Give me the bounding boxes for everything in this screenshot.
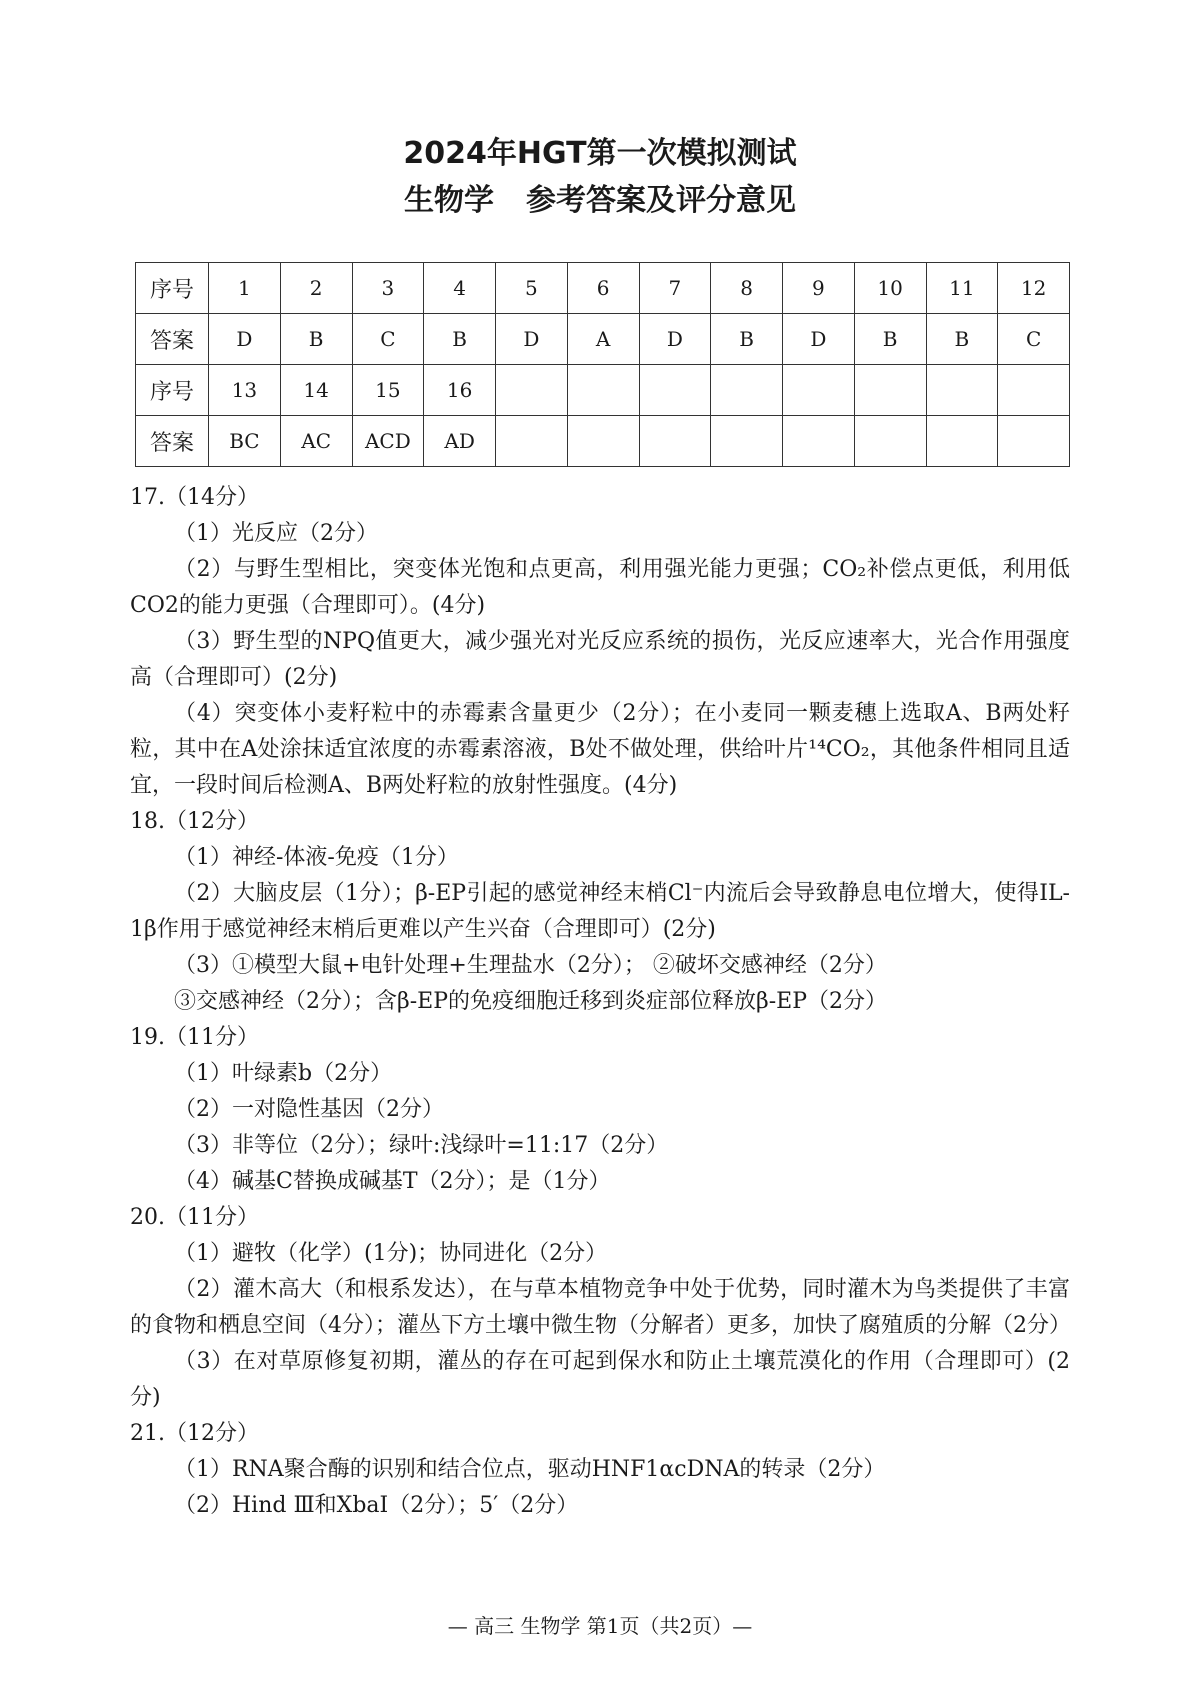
table-cell: 11 xyxy=(926,263,998,314)
answer-line: （3）①模型大鼠+电针处理+生理盐水（2分）； ②破坏交感神经（2分） xyxy=(174,953,887,978)
answer-table xyxy=(135,262,1070,467)
table-cell: A xyxy=(567,314,639,365)
answer-line: （1）光反应（2分） xyxy=(174,521,378,546)
table-cell: AC xyxy=(280,416,352,467)
table-cell: C xyxy=(352,314,424,365)
table-cell xyxy=(711,365,783,416)
table-cell: 答案 xyxy=(136,416,209,467)
answer-body xyxy=(130,480,1070,1524)
table-cell xyxy=(854,365,926,416)
table-cell: 5 xyxy=(496,263,568,314)
table-cell: 答案 xyxy=(136,314,209,365)
table-cell xyxy=(711,416,783,467)
table-row xyxy=(136,263,1070,314)
question-heading: 19.（11分） xyxy=(130,1025,259,1050)
answer-line: （2）大脑皮层（1分）；β-EP引起的感觉神经末梢Cl⁻内流后会导致静息电位增大，使得IL-1β作用于感觉神经末梢后更难以产生兴奋（合理即可）(2分) xyxy=(130,881,1070,942)
table-cell: BC xyxy=(209,416,281,467)
answer-line: （3）非等位（2分）；绿叶:浅绿叶=11:17（2分） xyxy=(174,1133,669,1158)
table-cell: D xyxy=(209,314,281,365)
table-cell: B xyxy=(424,314,496,365)
table-cell xyxy=(926,365,998,416)
table-cell: 9 xyxy=(783,263,855,314)
table-cell: 15 xyxy=(352,365,424,416)
table-cell: B xyxy=(280,314,352,365)
table-cell: AD xyxy=(424,416,496,467)
table-cell: 6 xyxy=(567,263,639,314)
table-cell: 12 xyxy=(998,263,1070,314)
question-heading: 21.（12分） xyxy=(130,1421,259,1446)
answer-line: （4）突变体小麦籽粒中的赤霉素含量更少（2分）；在小麦同一颗麦穗上选取A、B两处籽粒，其中在A处涂抹适宜浓度的赤霉素溶液，B处不做处理，供给叶片¹⁴CO₂，其他条件相同且适宜，一段时间后检测A、B两处籽粒的放射性强度。(4分) xyxy=(130,701,1070,798)
answer-line: （1）避牧（化学）(1分)；协同进化（2分） xyxy=(174,1241,608,1266)
table-cell xyxy=(496,365,568,416)
page-subtitle xyxy=(0,175,1200,219)
answer-line: （3）在对草原修复初期，灌丛的存在可起到保水和防止土壤荒漠化的作用（合理即可）(2分) xyxy=(130,1349,1070,1410)
table-cell: ACD xyxy=(352,416,424,467)
table-cell: D xyxy=(783,314,855,365)
table-cell: 3 xyxy=(352,263,424,314)
table-cell xyxy=(639,365,711,416)
answer-line: （4）碱基C替换成碱基T（2分）；是（1分） xyxy=(174,1169,611,1194)
table-cell xyxy=(567,365,639,416)
table-cell xyxy=(567,416,639,467)
answer-line: （1）RNA聚合酶的识别和结合位点，驱动HNF1αcDNA的转录（2分） xyxy=(174,1457,886,1482)
table-cell xyxy=(783,365,855,416)
answer-line: （2）灌木高大（和根系发达），在与草本植物竞争中处于优势，同时灌木为鸟类提供了丰富的食物和栖息空间（4分）；灌丛下方土壤中微生物（分解者）更多，加快了腐殖质的分解（2分） xyxy=(130,1277,1071,1338)
table-cell: 13 xyxy=(209,365,281,416)
table-cell: 2 xyxy=(280,263,352,314)
table-row xyxy=(136,314,1070,365)
table-cell: 14 xyxy=(280,365,352,416)
question-heading: 17.（14分） xyxy=(130,485,259,510)
table-cell xyxy=(639,416,711,467)
table-cell: D xyxy=(639,314,711,365)
answer-line: （2）一对隐性基因（2分） xyxy=(174,1097,444,1122)
answer-line: （2）与野生型相比，突变体光饱和点更高，利用强光能力更强；CO₂补偿点更低，利用低CO2的能力更强（合理即可）。(4分) xyxy=(130,557,1070,618)
table-cell: 10 xyxy=(854,263,926,314)
table-cell: 7 xyxy=(639,263,711,314)
answer-line: （2）Hind Ⅲ和XbaⅠ（2分）；5′（2分） xyxy=(174,1493,579,1518)
table-cell: 4 xyxy=(424,263,496,314)
answer-line: （3）野生型的NPQ值更大，减少强光对光反应系统的损伤，光反应速率大，光合作用强度高（合理即可）(2分) xyxy=(130,629,1070,690)
table-cell: 序号 xyxy=(136,263,209,314)
table-cell: 序号 xyxy=(136,365,209,416)
answer-line: （1）叶绿素b（2分） xyxy=(174,1061,393,1086)
table-cell: 8 xyxy=(711,263,783,314)
table-cell xyxy=(998,416,1070,467)
page-title: 2024年HGT第一次模拟测试 xyxy=(403,136,797,171)
answer-key-heading: 参考答案及评分意见 xyxy=(526,183,796,218)
answer-line: （1）神经-体液-免疫（1分） xyxy=(174,845,459,870)
table-cell: B xyxy=(926,314,998,365)
question-heading: 18.（12分） xyxy=(130,809,259,834)
table-cell xyxy=(854,416,926,467)
table-cell xyxy=(998,365,1070,416)
table-cell: 16 xyxy=(424,365,496,416)
page-footer: — 高三 生物学 第1页（共2页）— xyxy=(447,1614,753,1638)
table-cell: B xyxy=(711,314,783,365)
table-cell xyxy=(926,416,998,467)
answer-line: ③交感神经（2分）；含β-EP的免疫细胞迁移到炎症部位释放β-EP（2分） xyxy=(174,989,888,1014)
table-cell: C xyxy=(998,314,1070,365)
table-cell xyxy=(496,416,568,467)
question-heading: 20.（11分） xyxy=(130,1205,259,1230)
table-row xyxy=(136,365,1070,416)
table-cell xyxy=(783,416,855,467)
table-cell: 1 xyxy=(209,263,281,314)
table-row xyxy=(136,416,1070,467)
table-cell: B xyxy=(854,314,926,365)
subject-name: 生物学 xyxy=(404,183,494,218)
table-cell: D xyxy=(496,314,568,365)
